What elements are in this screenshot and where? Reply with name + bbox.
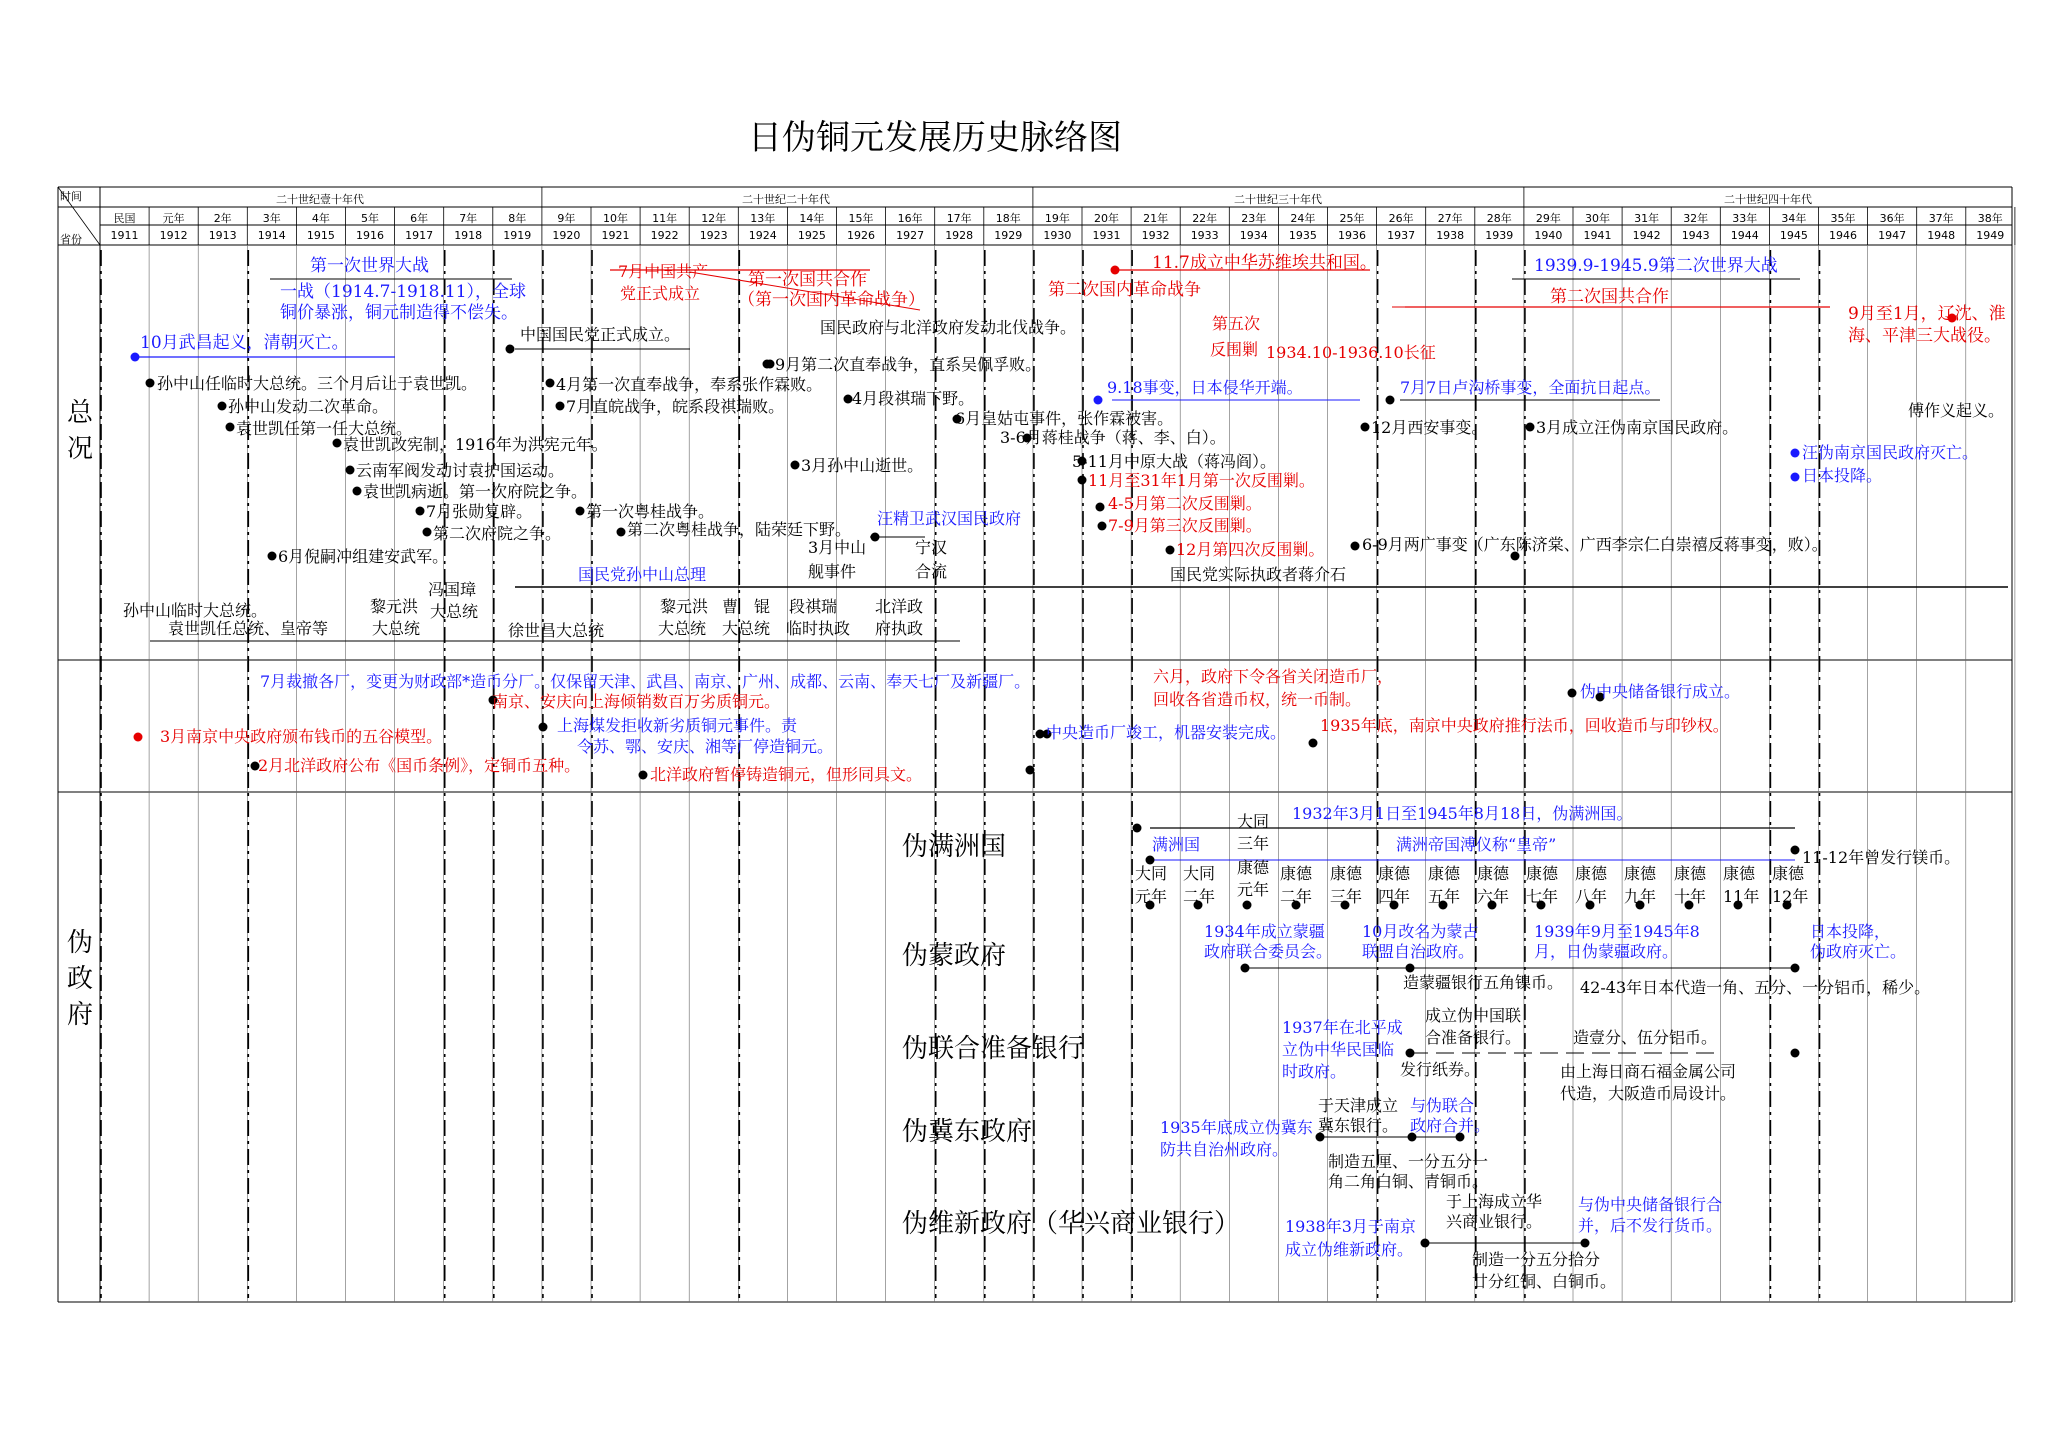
overview-event-o22: （第一次国内革命战争） (738, 290, 925, 310)
president-label-p2: 袁世凯任总统、皇帝等 (168, 619, 329, 638)
puppet-event-q24: 与伪联合 (1410, 1096, 1475, 1115)
era-label: 38年 (1977, 212, 2003, 225)
era-label: 26年 (1388, 212, 1414, 225)
year-label: 1937 (1387, 229, 1416, 242)
overview-event-o26: 3月孙中山逝世。 (801, 456, 924, 475)
puppet-event-q18: 由上海日商石福金属公司 (1560, 1062, 1737, 1081)
event-dot (346, 466, 355, 475)
manchukuo-era-label: 康德 (1624, 864, 1657, 883)
mint-event-m2: 南京、安庆向上海倾销数百万劣质铜元。 (492, 692, 781, 711)
year-label: 1945 (1779, 229, 1808, 242)
event-dot (1581, 1239, 1590, 1248)
manchukuo-era-label: 康德 (1674, 864, 1707, 883)
event-dot (1111, 266, 1120, 275)
president-label-p8: 黎元洪 (660, 597, 709, 616)
overview-event-o57: 合流 (915, 562, 948, 581)
year-label: 1935 (1288, 229, 1317, 242)
puppet-event-q6: 月，日伪蒙疆政府。 (1534, 942, 1679, 961)
event-dot (1791, 846, 1800, 855)
president-label-p4: 大总统 (372, 619, 421, 638)
president-label-p12: 段祺瑞 (789, 597, 838, 616)
event-dot (1791, 1049, 1800, 1058)
manchukuo-span-label: 1932年3月1日至1945年8月18日，伪满洲国。 (1292, 804, 1633, 823)
event-dot (416, 507, 425, 516)
overview-event-o37: 11月至31年1月第一次反围剿。 (1088, 471, 1315, 490)
puppet-event-q19: 代造，大阪造币局设计。 (1560, 1084, 1737, 1103)
mint-event-m10: 回收各省造币权，统一币制。 (1153, 690, 1362, 709)
decade-label: 二十世纪三十年代 (1234, 193, 1322, 206)
overview-event-o15: 4月第一次直奉战争，奉系张作霖败。 (556, 375, 823, 394)
puppet-event-q31: 并，后不发行货币。 (1578, 1216, 1723, 1235)
manchukuo-era-label: 二年 (1280, 887, 1313, 906)
manchukuo-era-label: 元年 (1237, 880, 1270, 899)
puppet-event-q26: 制造五厘、一分五分一 (1328, 1152, 1489, 1171)
overview-event-o12: 第二次府院之争。 (433, 524, 562, 543)
puppet-event-q21: 防共自治州政府。 (1160, 1140, 1289, 1159)
puppet-event-q27: 角二角白铜、青铜币。 (1328, 1172, 1489, 1191)
overview-event-o54: 3月中山 (808, 538, 867, 557)
year-label: 1933 (1190, 229, 1219, 242)
manchukuo-era-label: 康德 (1237, 858, 1270, 877)
overview-event-o2: 一战（1914.7-1918.11），全球 (280, 282, 527, 302)
overview-event-o47: 9月至1月，辽沈、淮 (1848, 304, 2006, 324)
overview-event-o45: 1939.9-1945.9第二次世界大战 (1534, 256, 1778, 276)
president-label-p15: 府执政 (875, 619, 924, 638)
year-label: 1947 (1878, 229, 1907, 242)
era-label: 10年 (603, 212, 628, 225)
manchukuo-era-label: 康德 (1772, 864, 1805, 883)
overview-event-o32: 第二次国内革命战争 (1048, 280, 1201, 300)
era-label: 25年 (1339, 212, 1365, 225)
puppet-regime-name: 伪联合准备银行 (902, 1034, 1085, 1064)
manchukuo-emperor-label: 满洲帝国溥仪称“皇帝” (1396, 835, 1557, 854)
year-label: 1949 (1976, 229, 2005, 242)
era-label: 33年 (1732, 212, 1758, 225)
year-label: 1928 (945, 229, 974, 242)
manchukuo-era-label: 大同 (1237, 812, 1270, 831)
year-label: 1939 (1485, 229, 1514, 242)
era-label: 31年 (1634, 212, 1660, 225)
overview-event-o21: 第一次国共合作 (748, 270, 867, 290)
puppet-event-q3: 10月改名为蒙古 (1362, 922, 1479, 941)
era-label: 22年 (1192, 212, 1218, 225)
era-label: 37年 (1928, 212, 1954, 225)
puppet-event-q29: 兴商业银行。 (1446, 1212, 1543, 1231)
manchukuo-era-label: 康德 (1723, 864, 1756, 883)
event-dot (1026, 766, 1035, 775)
manchukuo-era-label: 九年 (1624, 887, 1657, 906)
event-dot (1421, 1239, 1430, 1248)
era-label: 14年 (799, 212, 825, 225)
puppet-event-q5: 1939年9月至1945年8 (1534, 922, 1700, 941)
manchukuo-era-label: 康德 (1330, 864, 1363, 883)
year-label: 1918 (454, 229, 483, 242)
event-dot (871, 533, 880, 542)
year-label: 1924 (748, 229, 777, 242)
overview-event-o49: 3月成立汪伪南京国民政府。 (1536, 418, 1739, 437)
year-label: 1946 (1829, 229, 1857, 242)
era-label: 30年 (1585, 212, 1610, 225)
manchukuo-coin-note: 11-12年曾发行镁币。 (1802, 848, 1961, 867)
puppet-event-q34: 制造一分五分拾分 (1472, 1250, 1601, 1269)
puppet-event-q25: 政府合并。 (1410, 1116, 1491, 1135)
year-label: 1914 (257, 229, 286, 242)
puppet-regime-name: 伪冀东政府 (902, 1117, 1033, 1147)
era-label: 5年 (361, 212, 379, 225)
decade-label: 二十世纪二十年代 (742, 193, 830, 206)
event-dot (1526, 423, 1535, 432)
manchukuo-era-dot (1243, 901, 1252, 910)
year-label: 1926 (847, 229, 875, 242)
era-label: 28年 (1486, 212, 1512, 225)
overview-event-o24: 9月第二次直奉战争，直系吴佩孚败。 (775, 355, 1042, 374)
year-label: 1944 (1730, 229, 1759, 242)
year-label: 1940 (1534, 229, 1563, 242)
manchukuo-era-label: 六年 (1477, 887, 1510, 906)
manchukuo-era-label: 康德 (1378, 864, 1411, 883)
event-dot (1098, 522, 1107, 531)
overview-event-o52: 日本投降。 (1802, 466, 1883, 485)
decade-label: 二十世纪四十年代 (1724, 193, 1812, 206)
mint-event-m4: 上海煤发拒收新劣质铜元事件。责 (557, 716, 798, 735)
event-dot (639, 771, 648, 780)
overview-event-o8: 袁世凯改宪制，1916年为洪宪元年。 (343, 435, 608, 454)
puppet-event-q23: 冀东银行。 (1318, 1116, 1399, 1135)
era-label: 8年 (508, 212, 527, 225)
overview-event-o48: 海、平津三大战役。 (1848, 326, 2001, 346)
puppet-regime-name: 伪满洲国 (902, 832, 1007, 862)
manchukuo-era-label: 十年 (1674, 887, 1707, 906)
event-dot (617, 528, 626, 537)
event-dot (1166, 546, 1175, 555)
event-dot (134, 733, 143, 742)
overview-event-o18: 第二次粤桂战争，陆荣廷下野。 (627, 520, 852, 539)
puppet-event-q1: 1934年成立蒙疆 (1204, 922, 1325, 941)
decade-label: 二十世纪壹十年代 (276, 193, 364, 206)
year-label: 1948 (1927, 229, 1956, 242)
puppet-event-q15: 合准备银行。 (1425, 1028, 1522, 1047)
event-dot (1078, 476, 1087, 485)
era-label: 21年 (1143, 212, 1169, 225)
puppet-event-q16: 发行纸券。 (1400, 1060, 1481, 1079)
year-label: 1932 (1141, 229, 1170, 242)
overview-event-o14: 中国国民党正式成立。 (520, 325, 681, 344)
puppet-event-q4: 联盟自治政府。 (1362, 942, 1475, 961)
event-dot (226, 423, 235, 432)
year-label: 1917 (405, 229, 434, 242)
page-title: 日伪铜元发展历史脉络图 (748, 118, 1122, 158)
year-label: 1912 (159, 229, 188, 242)
manchukuo-era-label: 三年 (1330, 887, 1363, 906)
president-label-p14: 北洋政 (875, 597, 924, 616)
puppet-event-q8: 伪政府灭亡。 (1810, 942, 1907, 961)
overview-event-o7: 袁世凯任第一任大总统。 (236, 419, 413, 438)
manchukuo-era-label: 四年 (1378, 887, 1411, 906)
manchukuo-era-label: 康德 (1526, 864, 1559, 883)
era-label: 34年 (1781, 212, 1807, 225)
overview-event-o28: 6月皇姑屯事件，张作霖被害。 (955, 409, 1174, 428)
era-label: 12年 (701, 212, 727, 225)
overview-event-o33: 第五次 (1212, 314, 1261, 333)
overview-event-o5: 孙中山任临时大总统。三个月后让于袁世凯。 (157, 374, 478, 393)
overview-event-o50: 傅作义起义。 (1908, 401, 2005, 420)
era-label: 15年 (848, 212, 874, 225)
puppet-event-q17: 造壹分、伍分铝币。 (1573, 1028, 1718, 1047)
year-label: 1921 (601, 229, 630, 242)
year-label: 1930 (1043, 229, 1072, 242)
era-label: 32年 (1683, 212, 1709, 225)
puppet-event-q10: 42-43年日本代造一角、五分、一分铝币，稀少。 (1580, 978, 1931, 997)
overview-event-o39: 7-9月第三次反围剿。 (1108, 516, 1262, 535)
president-label-p11: 大总统 (722, 619, 771, 638)
overview-event-o44: 国民党实际执政者蒋介石 (1170, 565, 1347, 584)
event-dot (506, 345, 515, 354)
puppet-event-q13: 时政府。 (1282, 1062, 1347, 1081)
manchukuo-era-label: 八年 (1575, 887, 1608, 906)
event-dot (1361, 423, 1370, 432)
overview-event-o16: 7月直皖战争，皖系段祺瑞败。 (566, 397, 785, 416)
overview-event-o34: 反围剿 (1210, 340, 1259, 359)
year-label: 1931 (1092, 229, 1121, 242)
manchukuo-era-label: 康德 (1428, 864, 1461, 883)
mint-event-m11: 1935年底，南京中央政府推行法币，回收造币与印钞权。 (1320, 716, 1729, 735)
event-dot (766, 360, 775, 369)
mint-event-m1: 7月裁撤各厂，变更为财政部*造币分厂。仅保留天津、武昌、南京、广州、成都、云南、奉天七厂及新疆厂。 (260, 672, 1031, 691)
era-label: 2年 (213, 212, 232, 225)
overview-event-o6: 孙中山发动二次革命。 (228, 397, 389, 416)
era-label: 23年 (1241, 212, 1267, 225)
overview-event-o25: 4月段祺瑞下野。 (852, 389, 975, 408)
event-dot (791, 461, 800, 470)
event-dot (1309, 739, 1318, 748)
overview-event-o38: 4-5月第二次反围剿。 (1108, 494, 1262, 513)
president-label-p10: 曹 锟 (722, 597, 771, 616)
mint-event-m12: 伪中央储备银行成立。 (1580, 682, 1741, 701)
event-dot (1096, 503, 1105, 512)
era-label: 27年 (1437, 212, 1463, 225)
manchukuo-era-label: 大同 (1135, 864, 1168, 883)
year-label: 1943 (1681, 229, 1710, 242)
manchukuo-era-label: 12年 (1772, 887, 1809, 906)
event-dot (1568, 689, 1577, 698)
event-dot (1241, 964, 1250, 973)
puppet-event-q2: 政府联合委员会。 (1204, 942, 1333, 961)
overview-event-o19: 7月中国共产 (618, 262, 709, 281)
puppet-event-q35: 廿分红铜、白铜币。 (1472, 1272, 1617, 1291)
overview-event-o43: 6-9月两广事变（广东陈济棠、广西李宗仁白崇禧反蒋事变，败）。 (1362, 535, 1828, 554)
event-dot (353, 487, 362, 496)
overview-event-o53: 国民党孙中山总理 (578, 565, 707, 584)
overview-event-o56: 宁汉 (915, 538, 948, 557)
manchukuo-era-label: 七年 (1526, 887, 1559, 906)
year-label: 1942 (1632, 229, 1661, 242)
manchukuo-era-label: 二年 (1183, 887, 1216, 906)
manchukuo-era-label: 大同 (1183, 864, 1216, 883)
year-label: 1916 (356, 229, 384, 242)
overview-event-o46: 第二次国共合作 (1550, 287, 1669, 307)
year-label: 1925 (797, 229, 826, 242)
era-label: 4年 (311, 212, 330, 225)
year-label: 1938 (1436, 229, 1465, 242)
era-label: 11年 (652, 212, 678, 225)
event-dot (1791, 473, 1800, 482)
overview-event-o29: 3-6月蒋桂战争（蒋、李、白）。 (1000, 428, 1226, 447)
event-dot (1094, 396, 1103, 405)
overview-event-o36: 9.18事变，日本侵华开端。 (1107, 378, 1303, 397)
event-dot (1791, 449, 1800, 458)
overview-event-o1: 第一次世界大战 (310, 256, 429, 276)
era-label: 24年 (1290, 212, 1316, 225)
overview-event-o23: 国民政府与北洋政府发动北伐战争。 (820, 318, 1077, 337)
event-dot (423, 528, 432, 537)
year-label: 1927 (896, 229, 925, 242)
corner-time: 时间 (60, 190, 82, 203)
event-dot (546, 379, 555, 388)
year-label: 1934 (1239, 229, 1268, 242)
overview-event-o17: 第一次粤桂战争。 (586, 502, 715, 521)
puppet-event-q14: 成立伪中国联 (1425, 1006, 1522, 1025)
overview-event-o51: 汪伪南京国民政府灭亡。 (1802, 443, 1979, 462)
president-label-p3: 黎元洪 (370, 597, 419, 616)
year-label: 1915 (306, 229, 335, 242)
event-dot (268, 552, 277, 561)
year-label: 1929 (994, 229, 1023, 242)
event-dot (1386, 396, 1395, 405)
era-label: 19年 (1044, 212, 1070, 225)
event-dot (1406, 964, 1415, 973)
overview-event-o3: 铜价暴涨，铜元制造得不偿失。 (280, 303, 518, 323)
manchukuo-era-label: 11年 (1723, 887, 1760, 906)
era-label: 16年 (897, 212, 923, 225)
era-label: 9年 (557, 212, 576, 225)
event-dot (146, 379, 155, 388)
president-label-p6: 大总统 (430, 602, 479, 621)
manchukuo-era-label: 五年 (1428, 887, 1461, 906)
event-dot (556, 402, 565, 411)
manchukuo-era-label: 康德 (1477, 864, 1510, 883)
year-label: 1919 (503, 229, 532, 242)
era-label: 20年 (1094, 212, 1119, 225)
era-label: 13年 (750, 212, 776, 225)
overview-event-o35: 1934.10-1936.10长征 (1266, 343, 1436, 362)
era-label: 29年 (1535, 212, 1561, 225)
era-label: 民国 (113, 212, 136, 225)
year-label: 1913 (208, 229, 237, 242)
overview-event-o9: 云南军阀发动讨袁护国运动。 (356, 461, 565, 480)
president-label-p5: 冯国璋 (428, 580, 477, 599)
president-label-p1: 孙中山临时大总统。 (123, 601, 268, 620)
manchukuo-era-label: 康德 (1575, 864, 1608, 883)
event-dot (1133, 824, 1142, 833)
puppet-regime-name: 伪蒙政府 (902, 941, 1007, 971)
overview-event-o41: 7月7日卢沟桥事变，全面抗日起点。 (1400, 378, 1661, 397)
president-label-p13: 临时执政 (786, 619, 851, 638)
year-label: 1922 (650, 229, 679, 242)
era-label: 元年 (162, 212, 185, 225)
overview-event-o20: 党正式成立 (620, 284, 701, 303)
section-overview: 总况 (66, 398, 93, 464)
event-dot (218, 402, 227, 411)
event-dot (131, 353, 140, 362)
era-label: 36年 (1879, 212, 1905, 225)
overview-event-o40: 12月第四次反围剿。 (1176, 540, 1325, 559)
year-label: 1936 (1338, 229, 1366, 242)
puppet-regime-name: 伪维新政府（华兴商业银行） (902, 1209, 1241, 1239)
overview-event-o11: 7月张勋复辟。 (426, 502, 533, 521)
era-label: 18年 (995, 212, 1021, 225)
manchukuo-era-label: 元年 (1135, 887, 1168, 906)
year-label: 1920 (552, 229, 581, 242)
mint-event-m9: 六月，政府下令各省关闭造币厂， (1153, 667, 1394, 686)
overview-event-o30: 5-11月中原大战（蒋冯阎）。 (1072, 452, 1276, 471)
mint-event-m6: 2月北洋政府公布《国币条例》，定铜币五种。 (258, 756, 581, 775)
event-dot (576, 507, 585, 516)
year-label: 1923 (699, 229, 728, 242)
president-label-p7: 徐世昌大总统 (508, 621, 605, 640)
puppet-event-q20: 1935年底成立伪冀东 (1160, 1118, 1313, 1137)
era-label: 7年 (459, 212, 478, 225)
year-label: 1911 (110, 229, 139, 242)
puppet-event-q32: 1938年3月于南京 (1285, 1217, 1416, 1236)
mint-event-m7: 北洋政府暂停铸造铜元，但形同具文。 (650, 765, 923, 784)
puppet-event-q12: 立伪中华民国临 (1282, 1040, 1395, 1059)
era-label: 17年 (946, 212, 972, 225)
puppet-event-q33: 成立伪维新政府。 (1285, 1240, 1414, 1259)
mint-event-m5: 令苏、鄂、安庆、湘等厂停造铜元。 (577, 737, 834, 756)
mint-event-m3: 3月南京中央政府颁布钱币的五谷模型。 (160, 727, 443, 746)
overview-event-o4: 10月武昌起义，清朝灭亡。 (140, 333, 349, 353)
manchukuo-label: 满洲国 (1152, 835, 1201, 854)
overview-event-o55: 舰事件 (808, 562, 857, 581)
manchukuo-era-label: 康德 (1280, 864, 1313, 883)
overview-event-o42: 12月西安事变。 (1371, 418, 1488, 437)
puppet-event-q9: 造蒙疆银行五角镍币。 (1403, 973, 1564, 992)
puppet-event-q7: 日本投降， (1810, 922, 1891, 941)
president-label-p9: 大总统 (658, 619, 707, 638)
overview-event-o27: 汪精卫武汉国民政府 (877, 509, 1022, 528)
overview-event-o13: 6月倪嗣冲组建安武军。 (278, 547, 449, 566)
year-label: 1941 (1583, 229, 1612, 242)
event-dot (1791, 964, 1800, 973)
manchukuo-era-label: 三年 (1237, 834, 1270, 853)
puppet-event-q22: 于天津成立 (1318, 1096, 1399, 1115)
era-label: 3年 (262, 212, 281, 225)
overview-event-o31: 11.7成立中华苏维埃共和国。 (1152, 253, 1377, 273)
era-label: 35年 (1830, 212, 1856, 225)
overview-event-o10: 袁世凯病逝。第一次府院之争。 (363, 482, 588, 501)
event-dot (333, 439, 342, 448)
puppet-event-q30: 与伪中央储备银行合 (1578, 1195, 1723, 1214)
era-label: 6年 (410, 212, 429, 225)
event-dot (1351, 542, 1360, 551)
section-puppet: 伪政府 (66, 928, 93, 1030)
event-dot (1406, 1049, 1415, 1058)
mint-event-m8: 中央造币厂竣工，机器安装完成。 (1046, 723, 1287, 742)
event-dot (539, 723, 548, 732)
corner-province: 省份 (60, 233, 82, 246)
puppet-event-q28: 于上海成立华 (1446, 1192, 1543, 1211)
puppet-event-q11: 1937年在北平成 (1282, 1018, 1403, 1037)
